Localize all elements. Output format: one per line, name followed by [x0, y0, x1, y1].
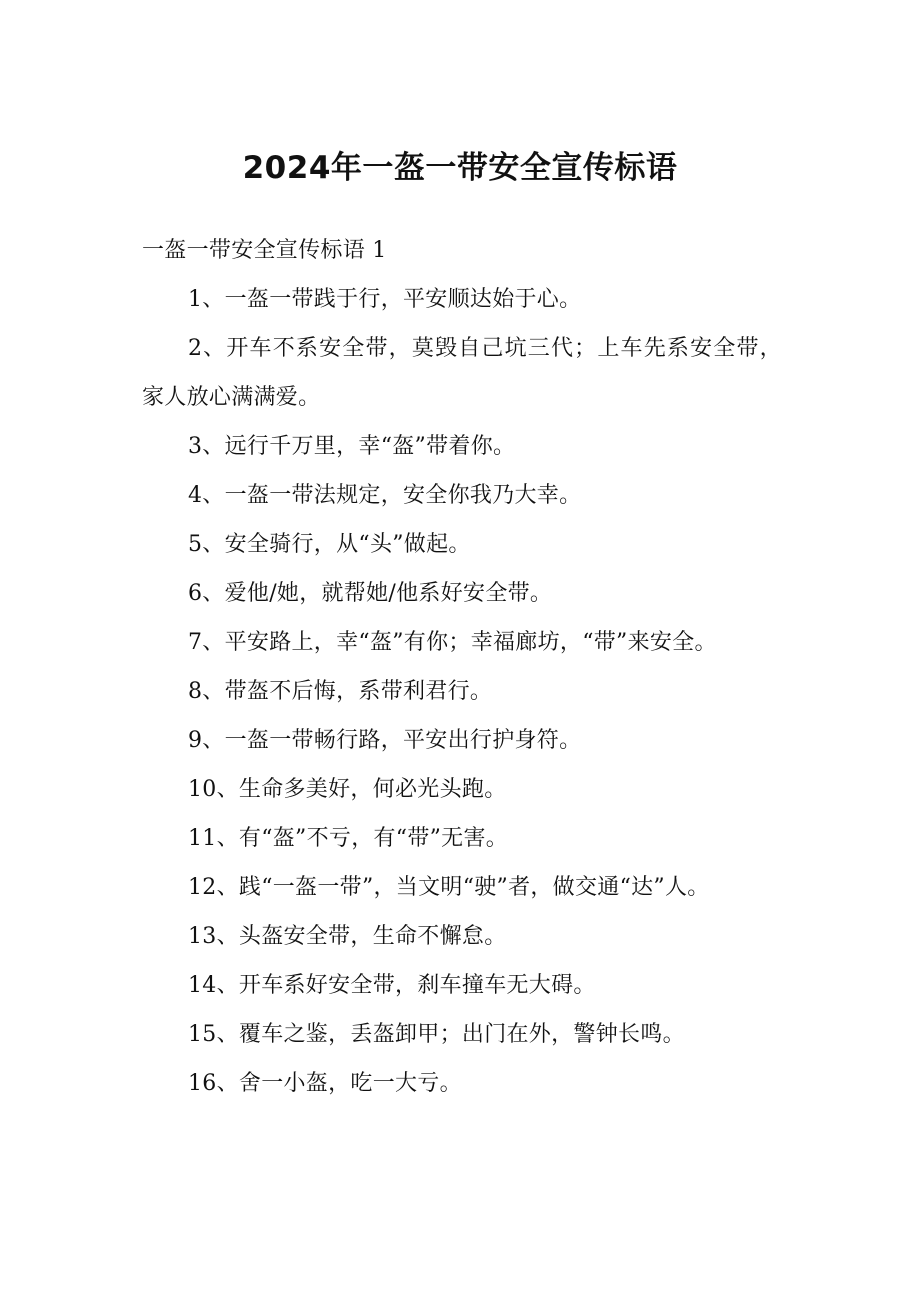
slogan-item: 4、一盔一带法规定，安全你我乃大幸。 — [188, 483, 582, 508]
document-title: 2024年一盔一带安全宣传标语 — [242, 150, 678, 186]
slogan-item: 12、践“一盔一带”，当文明“驶”者，做交通“达”人。 — [188, 875, 710, 900]
slogan-item: 11、有“盔”不亏，有“带”无害。 — [188, 826, 509, 851]
slogan-item: 16、舍一小盔，吃一大亏。 — [188, 1071, 462, 1096]
slogan-item: 8、带盔不后悔，系带利君行。 — [188, 679, 493, 704]
section-subtitle: 一盔一带安全宣传标语 1 — [142, 238, 387, 263]
slogan-item: 2、开车不系安全带，莫毁自己坑三代；上车先系安全带，家人放心满满爱。 — [142, 336, 782, 410]
slogan-item: 1、一盔一带践于行，平安顺达始于心。 — [188, 287, 582, 312]
slogan-list — [142, 275, 782, 1108]
slogan-item: 10、生命多美好，何必光头跑。 — [188, 777, 507, 802]
slogan-item: 13、头盔安全带，生命不懈怠。 — [188, 924, 507, 949]
slogan-item: 15、覆车之鉴，丢盔卸甲；出门在外，警钟长鸣。 — [188, 1022, 685, 1047]
slogan-item: 6、爱他/她，就帮她/他系好安全带。 — [188, 581, 553, 606]
slogan-item: 5、安全骑行，从“头”做起。 — [188, 532, 471, 557]
slogan-item: 9、一盔一带畅行路，平安出行护身符。 — [188, 728, 582, 753]
slogan-item: 14、开车系好安全带，刹车撞车无大碍。 — [188, 973, 596, 998]
slogan-item: 7、平安路上，幸“盔”有你；幸福廊坊，“带”来安全。 — [188, 630, 717, 655]
document-body — [142, 226, 782, 1108]
slogan-item: 3、远行千万里，幸“盔”带着你。 — [188, 434, 516, 459]
